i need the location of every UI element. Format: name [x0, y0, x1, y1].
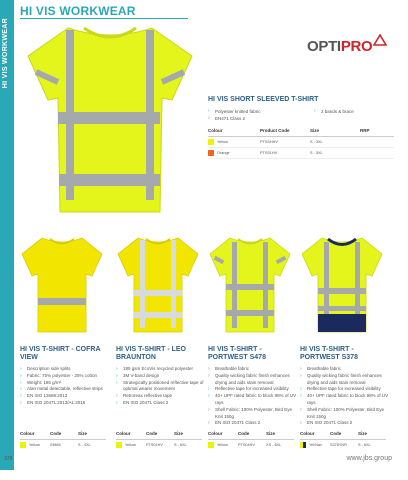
feature-item: › Strategically positioned reflective tape of optimal wearer movement	[116, 380, 208, 394]
column-header: Size	[310, 126, 360, 137]
main-tshirt-image	[22, 20, 198, 216]
column-header: Colour	[208, 126, 260, 137]
feature-item: › Description side splits	[20, 366, 112, 373]
feature-item: › Fabric: 75% polyester - 25% cotton	[20, 373, 112, 380]
feature-item: › Breathable fabric	[208, 366, 300, 373]
page-number: 378	[4, 456, 13, 462]
feature-item: › Polyester knitted fabric	[208, 108, 308, 115]
feature-item: › EN471 Class 2	[208, 115, 308, 122]
product-table-s378	[300, 430, 386, 451]
column-header: Code	[330, 430, 358, 440]
table-row: Yel/Nav S378YNR S - 6XL	[300, 440, 386, 451]
product-title: HI VIS T-SHIRT - PORTWEST S378	[300, 346, 358, 361]
section-side-tab	[0, 0, 14, 470]
feature-item: › 40+ UPF rated fabric to block 98% of UV rays	[208, 393, 300, 407]
product-portwest-s478	[208, 346, 300, 427]
footer-url: www.jbs.group	[346, 455, 392, 462]
logo-mark-icon	[373, 34, 387, 46]
table-row: Orange PTSSLHV S - 3XL	[208, 148, 394, 159]
product-title: HI VIS T-SHIRT - COFRA VIEW	[20, 346, 101, 361]
column-header: Code	[50, 430, 78, 440]
column-header: Size	[78, 430, 106, 440]
table-row: Yellow PTSSHHV S - 3XL	[208, 137, 394, 148]
column-header: Code	[146, 430, 174, 440]
feature-item: › Reflective tape for increased visibility	[208, 386, 300, 393]
main-product-table	[208, 126, 394, 159]
feature-item: › 185 gsm EcoVis recycled polyester	[116, 366, 208, 373]
colour-swatch	[208, 150, 214, 156]
logo-wordmark: OPTIPRO	[307, 38, 373, 55]
main-product-title: HI VIS SHORT SLEEVED T-SHIRT	[208, 96, 319, 103]
feature-item: › EN ISO 13688:2013	[20, 393, 112, 400]
column-header: Size	[358, 430, 386, 440]
product-cofra-view	[20, 346, 112, 407]
column-header: Colour	[20, 430, 50, 440]
feature-item: › 40+ UPF rated fabric to block 98% of UV rays	[300, 393, 392, 407]
feature-item: › Shell Fabric: 100% Polyester, Bird Eye Knit 150g	[300, 407, 392, 421]
feature-item: › 2 bands & brace	[314, 108, 354, 115]
table-row: Yellow 03865 S - 4XL	[20, 440, 106, 451]
colour-swatch	[20, 442, 26, 448]
product-table-leo	[116, 430, 202, 451]
feature-item: › EN ISO 20471:2013/A1:2016	[20, 400, 112, 407]
column-header: Product Code	[260, 126, 310, 137]
product-title: HI VIS T-SHIRT - PORTWEST S478	[208, 346, 266, 361]
product-table-cofra	[20, 430, 106, 451]
main-product-features	[208, 108, 394, 122]
feature-item: › EN ISO 20471 Class 2	[116, 400, 208, 407]
column-header: RRP	[360, 126, 394, 137]
column-header: Size	[266, 430, 294, 440]
colour-swatch	[208, 139, 214, 145]
product-table-s478	[208, 430, 294, 451]
feature-item: › EN ISO 20471 Class 2	[300, 420, 392, 427]
side-tab-label: HI VIS WORKWEAR	[2, 18, 9, 89]
colour-swatch	[208, 442, 214, 448]
column-header: Colour	[116, 430, 146, 440]
feature-item: › Breathable fabric	[300, 366, 392, 373]
feature-item: › Weight: 185 g/m²	[20, 380, 112, 387]
page-title: HI VIS WORKWEAR	[20, 4, 136, 18]
product-image-portwest-s478	[208, 232, 292, 336]
product-image-cofra	[20, 232, 104, 336]
feature-item: › Quality wicking fabric finish enhances drying and aids stain removal	[208, 373, 300, 387]
feature-item: › Quality wicking fabric finish enhances drying and aids stain removal	[300, 373, 392, 387]
table-row: Yellow PTS01HV S - 6XL	[116, 440, 202, 451]
main-product-info	[208, 96, 394, 122]
title-divider	[20, 18, 188, 19]
product-leo-braunton	[116, 346, 208, 407]
column-header: Colour	[208, 430, 238, 440]
column-header: Size	[174, 430, 202, 440]
table-row: Yellow PTS04HV XS - 6XL	[208, 440, 294, 451]
colour-swatch	[116, 442, 122, 448]
product-image-portwest-s378	[300, 232, 384, 336]
feature-item: › 3M V-band design	[116, 373, 208, 380]
feature-item: › EN ISO 20471 Class 2	[208, 420, 300, 427]
column-header: Colour	[300, 430, 330, 440]
column-header: Code	[238, 430, 266, 440]
product-image-leo	[116, 232, 200, 336]
feature-item: › Retroreax reflective tape	[116, 393, 208, 400]
feature-item: › Reflective tape for increased visibility	[300, 386, 392, 393]
product-portwest-s378	[300, 346, 392, 427]
colour-swatch	[303, 442, 306, 448]
feature-item: › Shell Fabric: 100% Polyester, Bird Eye Knit 150g	[208, 407, 300, 421]
product-title: HI VIS T-SHIRT - LEO BRAUNTON	[116, 346, 187, 361]
optipro-logo	[307, 34, 387, 68]
feature-item: › Alan metal detectable, reflective strips	[20, 386, 112, 393]
